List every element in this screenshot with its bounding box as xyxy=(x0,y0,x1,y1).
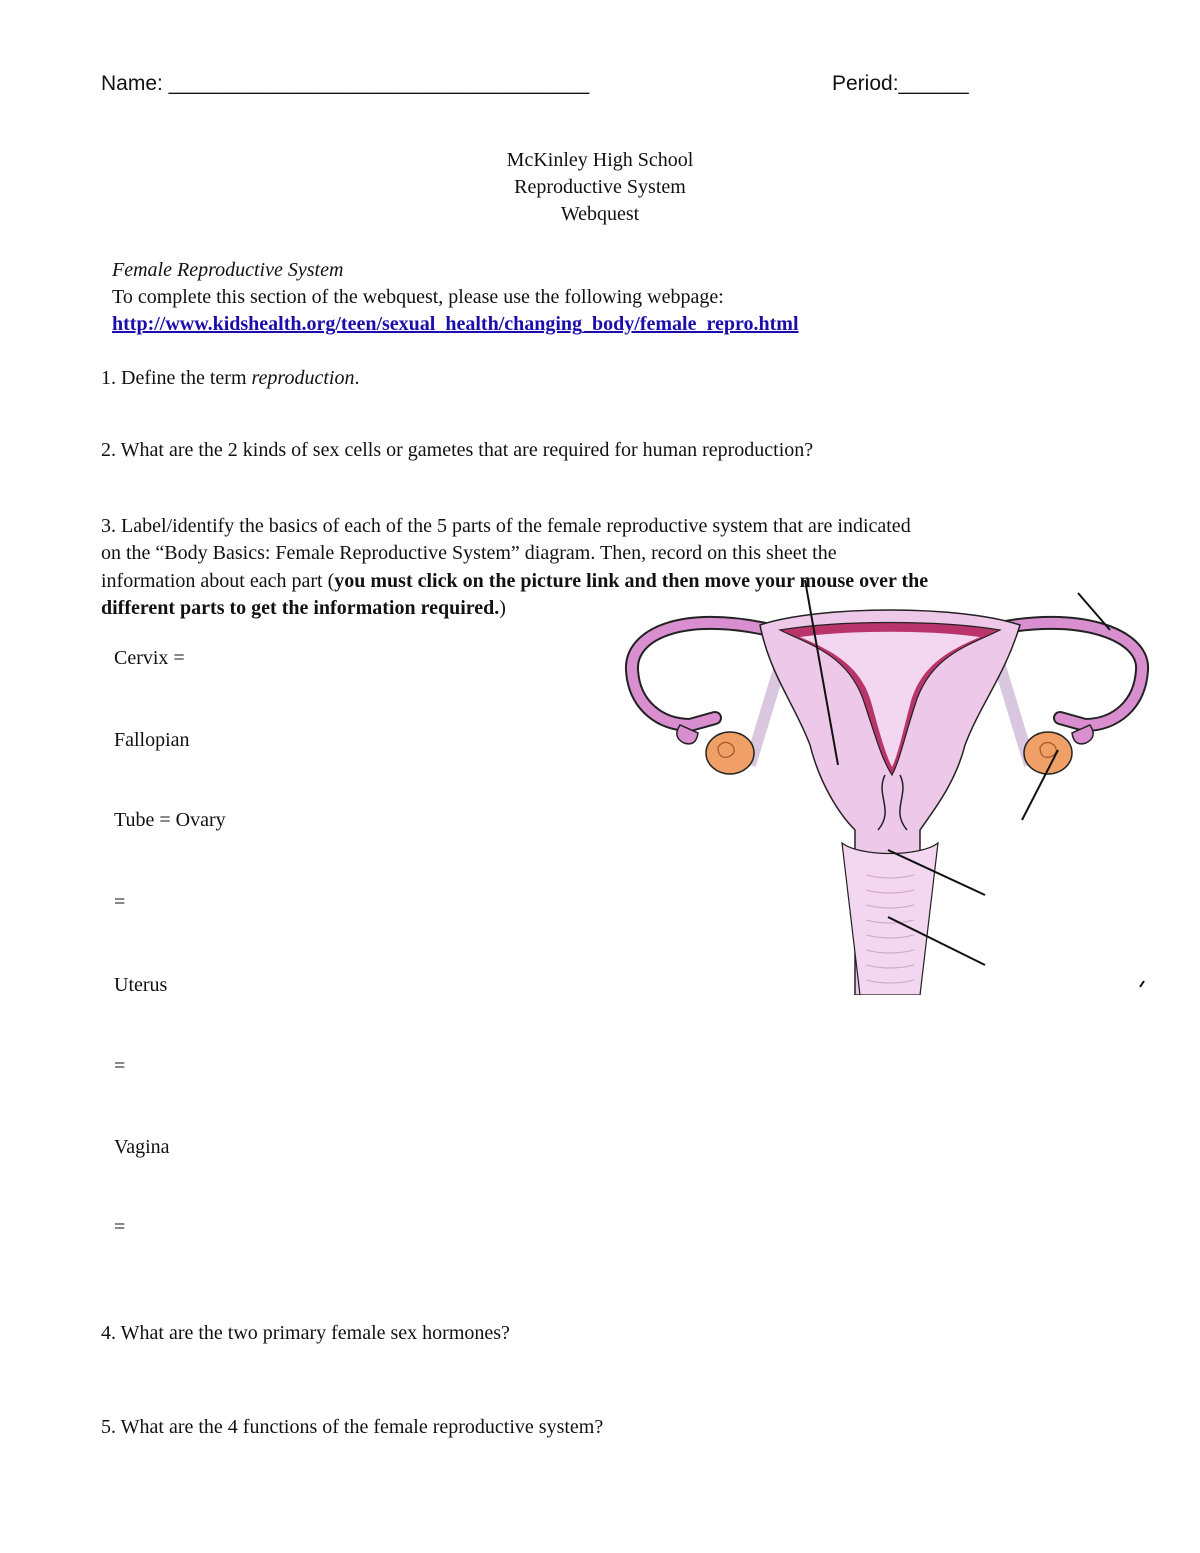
label-equals-3: = xyxy=(114,1216,126,1238)
question-3-line-4 xyxy=(101,597,506,620)
name-blank[interactable]: ____________________________________ xyxy=(168,72,590,95)
female-reproductive-diagram xyxy=(620,575,1160,995)
ovary-left xyxy=(706,732,754,774)
question-3-line-4-end: ) xyxy=(499,597,506,619)
question-1-prefix: 1. Define the term xyxy=(101,367,252,389)
question-5: 5. What are the 4 functions of the female reproductive system? xyxy=(101,1416,604,1438)
period-blank[interactable]: ______ xyxy=(898,72,969,95)
kidshealth-link[interactable]: http://www.kidshealth.org/teen/sexual_health/changing_body/female_repro.html xyxy=(112,313,799,335)
webquest-title: Webquest xyxy=(560,203,640,225)
period-field xyxy=(832,72,969,96)
question-3-line-1: 3. Label/identify the basics of each of the 5 parts of the female reproductive system that are indicated xyxy=(101,515,911,537)
label-tube-ovary: Tube = Ovary xyxy=(114,809,226,831)
question-4: 4. What are the two primary female sex hormones? xyxy=(101,1322,510,1344)
label-equals-2: = xyxy=(114,1055,126,1077)
question-2: 2. What are the 2 kinds of sex cells or gametes that are required for human reproduction? xyxy=(101,439,814,461)
question-1-suffix: . xyxy=(354,367,360,389)
stray-mark xyxy=(1140,981,1144,987)
label-cervix: Cervix = xyxy=(114,647,185,669)
subject-title: Reproductive System xyxy=(514,176,686,198)
label-uterus: Uterus xyxy=(114,974,168,996)
question-3-line-4-bold: different parts to get the information required. xyxy=(101,597,500,619)
label-fallopian: Fallopian xyxy=(114,729,190,751)
name-label: Name: xyxy=(101,72,169,95)
section-heading: Female Reproductive System xyxy=(112,259,344,281)
name-field xyxy=(101,72,589,96)
question-3-line-3-plain: information about each part ( xyxy=(101,570,335,592)
question-3-line-2: on the “Body Basics: Female Reproductive System” diagram. Then, record on this sheet the xyxy=(101,542,837,564)
question-1 xyxy=(101,367,359,390)
section-instructions: To complete this section of the webquest, please use the following webpage: xyxy=(112,286,724,308)
question-1-term: reproduction xyxy=(251,367,355,389)
label-equals-1: = xyxy=(114,891,126,913)
period-label: Period: xyxy=(832,72,899,95)
label-vagina: Vagina xyxy=(114,1136,170,1158)
question-3-line-3-bold: you must click on the picture link and then move your mouse over the xyxy=(334,570,929,592)
school-title: McKinley High School xyxy=(506,149,694,171)
